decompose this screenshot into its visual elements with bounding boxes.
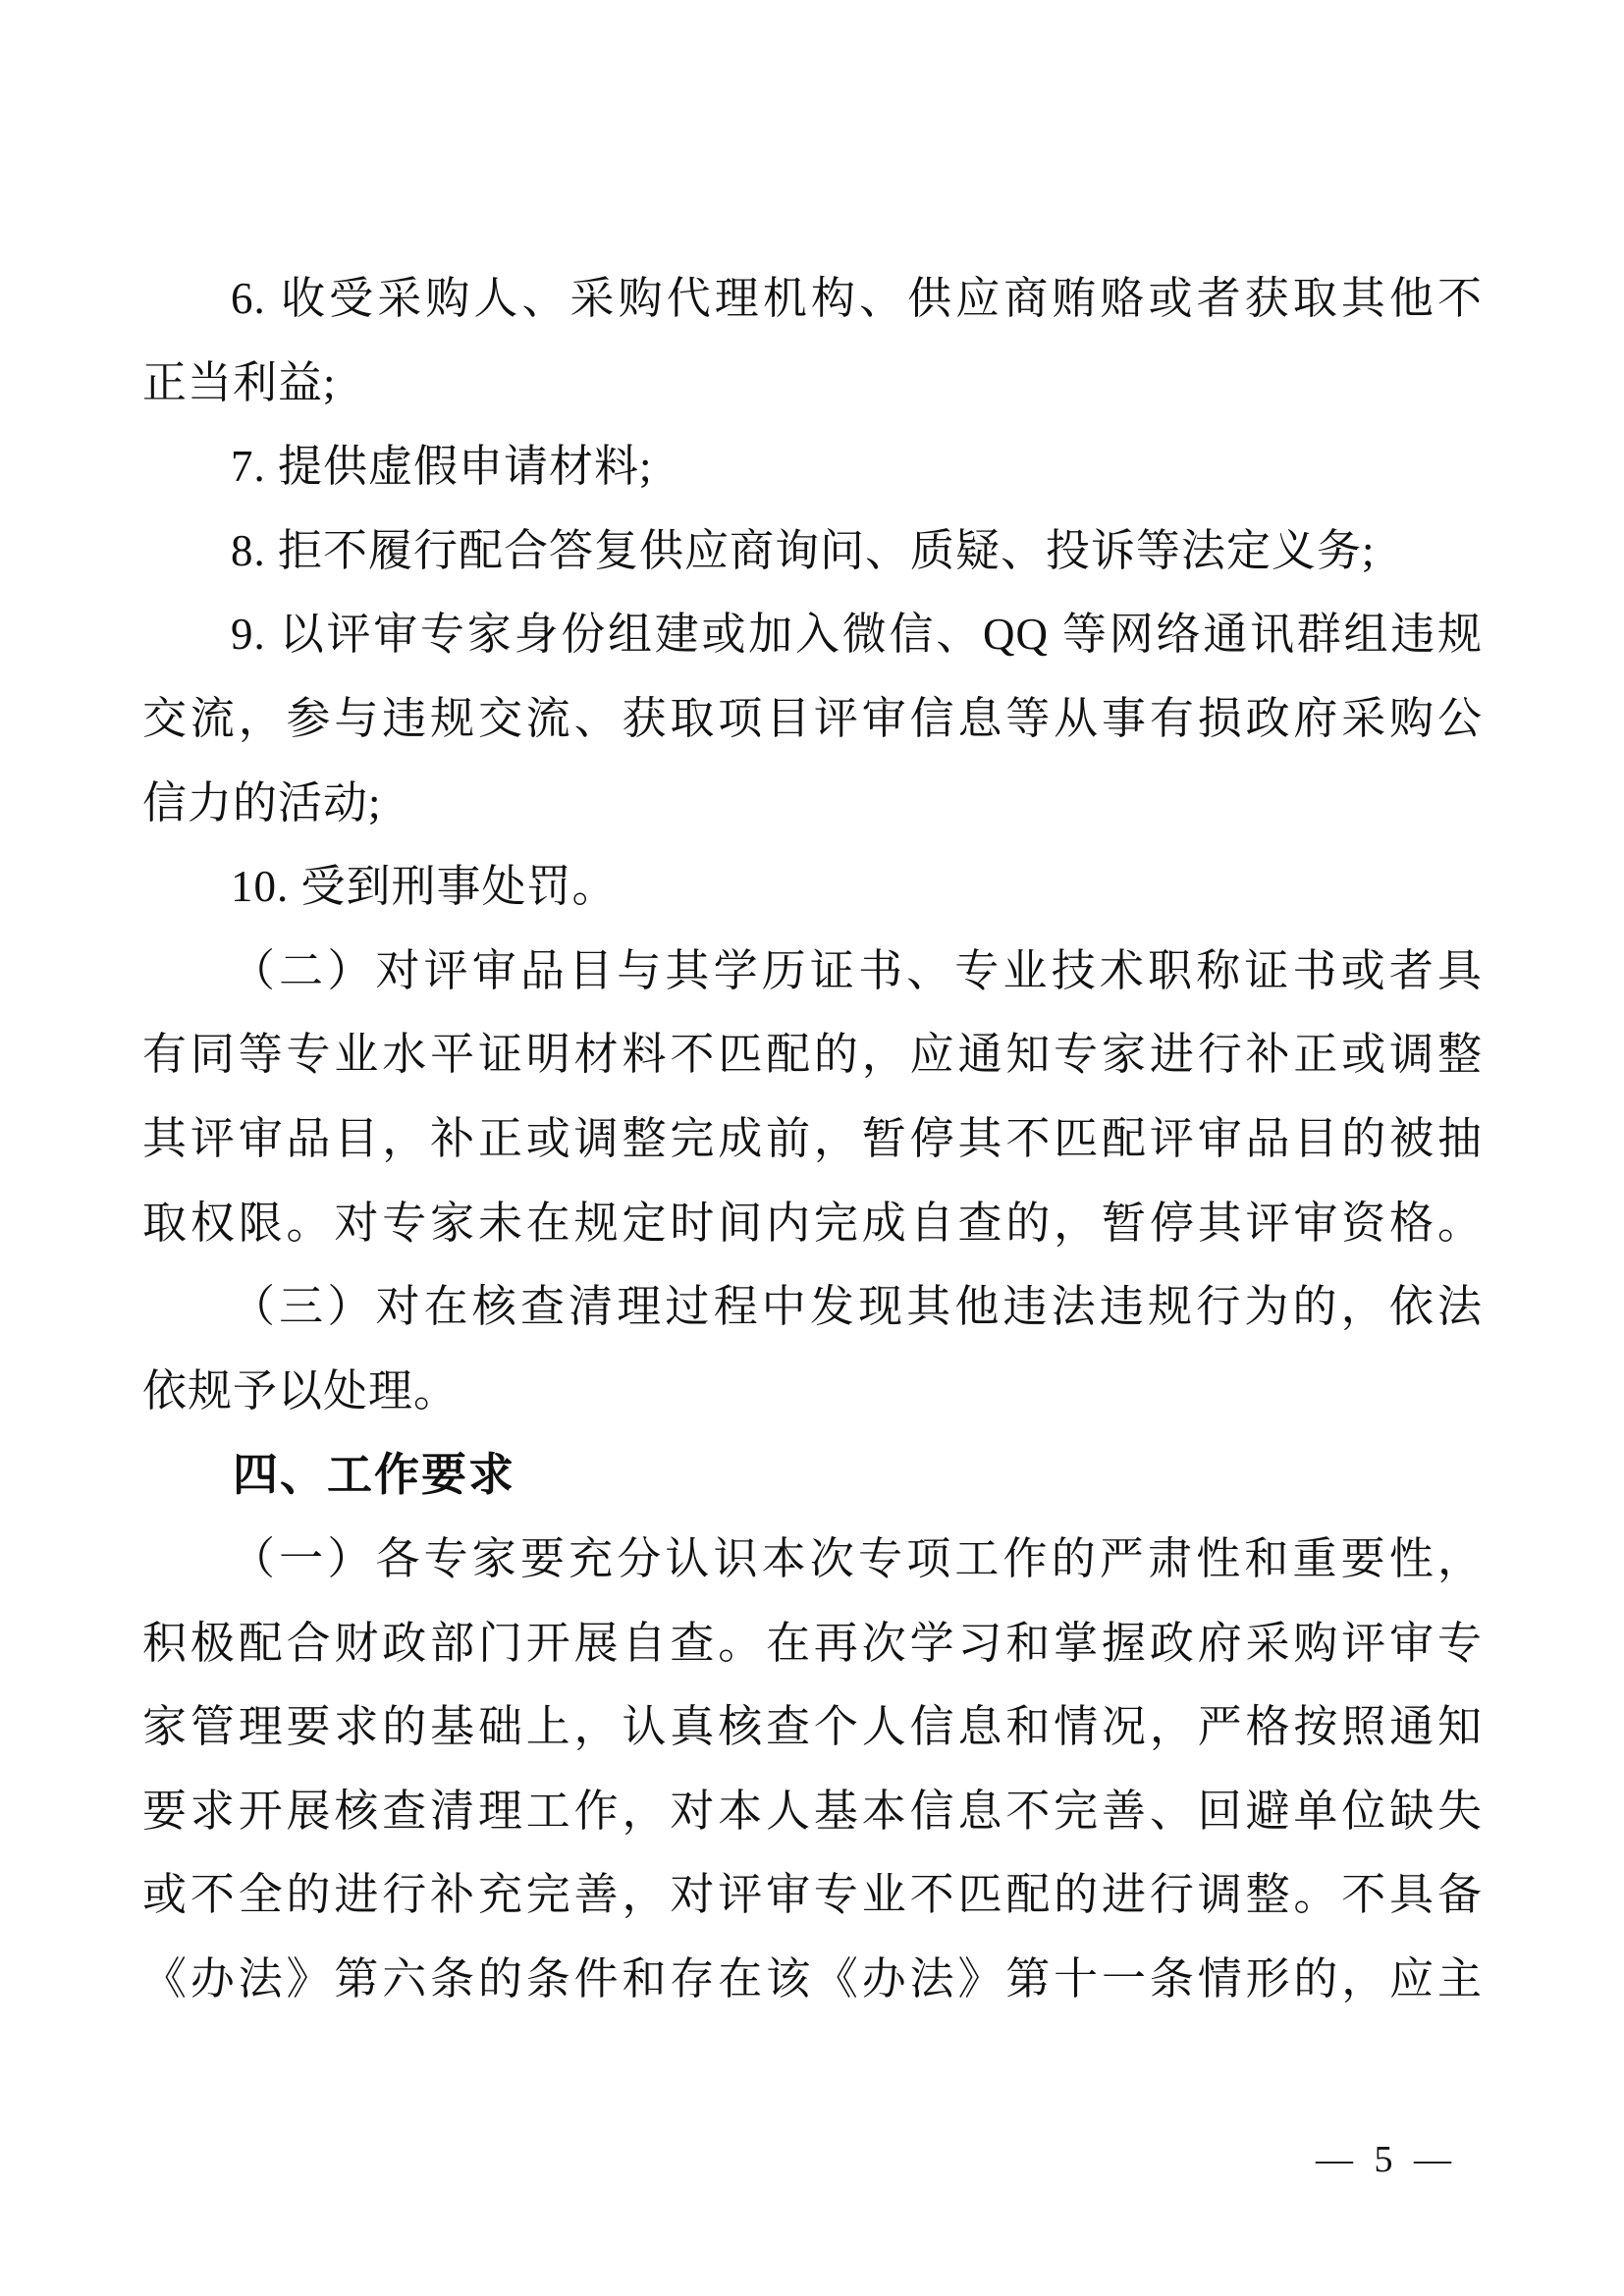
text-line: （三）对在核查清理过程中发现其他违法违规行为的，依法 [231,1282,1483,1332]
text-line: 有同等专业水平证明材料不匹配的，应通知专家进行补正或调整 [142,1030,1483,1080]
text-line: 信力的活动; [142,777,382,828]
text-line: 家管理要求的基础上，认真核查个人信息和情况，严格按照通知 [142,1702,1483,1752]
text-line: 6. 收受采购人、采购代理机构、供应商贿赂或者获取其他不 [231,274,1483,323]
text-line: 9. 以评审专家身份组建或加入微信、QQ 等网络通讯群组违规 [231,610,1483,660]
text-line: 7. 提供虚假申请材料; [231,442,653,492]
text-line: 《办法》第六条的条件和存在该《办法》第十一条情形的，应主 [142,1953,1483,2003]
text-line: 其评审品目，补正或调整完成前，暂停其不匹配评审品目的被抽 [142,1113,1483,1163]
page-number: — 5 — [1316,2139,1457,2180]
text-line: 取权限。对专家未在规定时间内完成自查的，暂停其评审资格。 [142,1198,1483,1248]
text-line: 10. 受到刑事处罚。 [231,862,618,912]
document-body [142,257,1483,2021]
text-line: 8. 拒不履行配合答复供应商询问、质疑、投诉等法定义务; [231,525,1376,575]
text-line: 正当利益; [142,357,337,407]
text-line: 依规予以处理。 [142,1365,460,1415]
section-heading: 四、工作要求 [233,1449,515,1501]
text-line: （二）对评审品目与其学历证书、专业技术职称证书或者具 [231,945,1483,995]
text-line: 积极配合财政部门开展自查。在再次学习和掌握政府采购评审专 [142,1618,1483,1668]
text-line: 要求开展核查清理工作，对本人基本信息不完善、回避单位缺失 [142,1786,1483,1836]
text-line: （一）各专家要充分认识本次专项工作的严肃性和重要性， [231,1533,1483,1583]
text-line: 或不全的进行补充完善，对评审专业不匹配的进行调整。不具备 [142,1870,1483,1920]
text-line: 交流，参与违规交流、获取项目评审信息等从事有损政府采购公 [142,693,1483,743]
